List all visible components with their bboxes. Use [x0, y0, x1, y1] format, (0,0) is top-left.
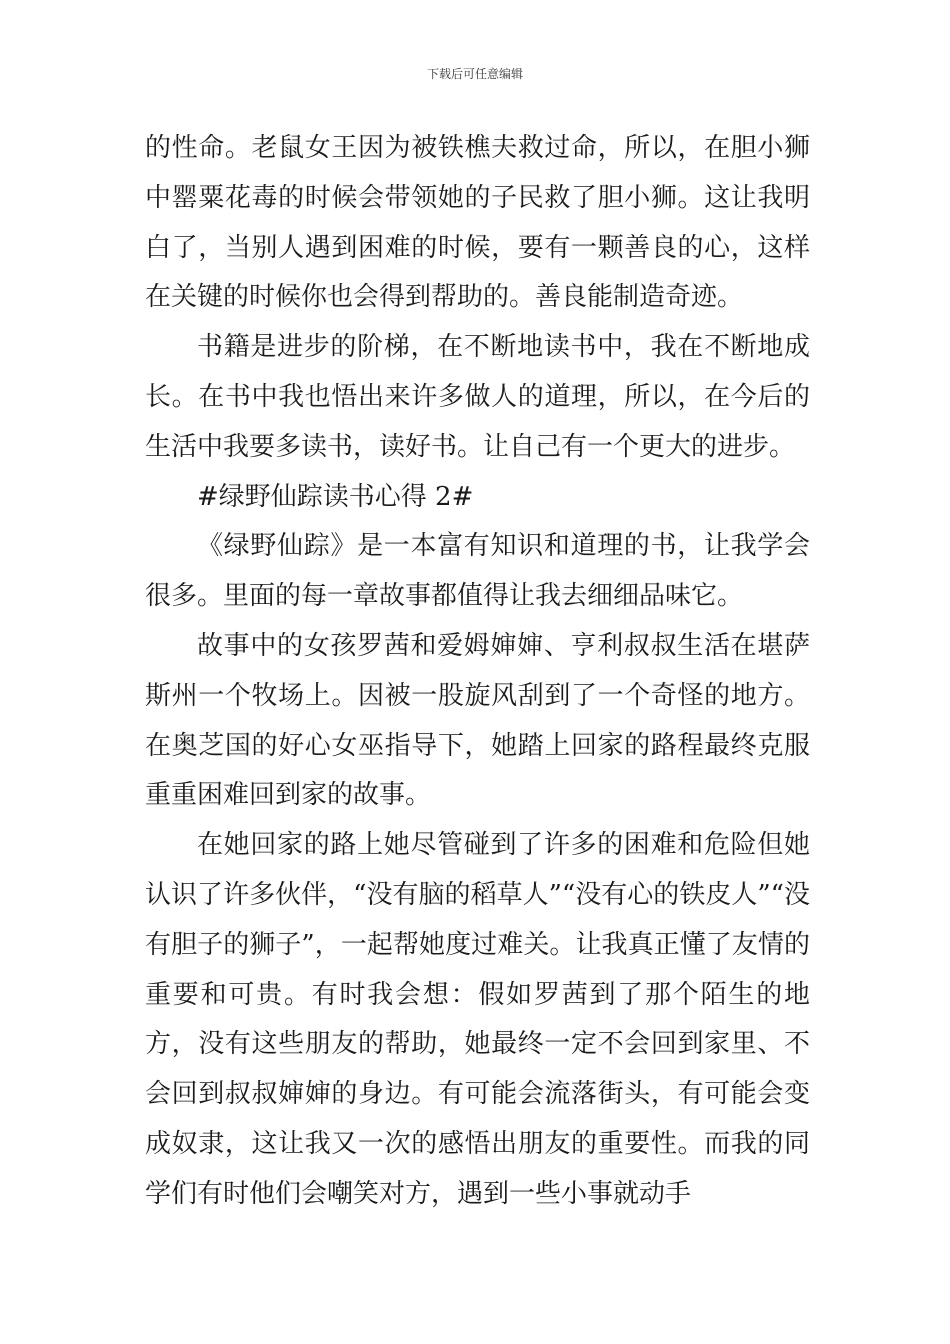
paragraph-3: 《绿野仙踪》是一本富有知识和道理的书，让我学会很多。里面的每一章故事都值得让我去细细品味它。	[145, 531, 810, 612]
paragraph-2: 书籍是进步的阶梯，在不断地读书中，我在不断地成长。在书中我也悟出来许多做人的道理，所以，在今后的生活中我要多读书，读好书。让自己有一个更大的进步。	[145, 332, 810, 462]
section-heading: #绿野仙踪读书心得 2#	[197, 481, 474, 512]
document-body	[145, 124, 810, 1220]
paragraph-5: 在她回家的路上她尽管碰到了许多的困难和危险但她认识了许多伙伴，“没有脑的稻草人”“没有心的铁皮人”“没有胆子的狮子”，一起帮她度过难关。让我真正懂了友情的重要和可贵。有时我会想：假如罗茜到了那个陌生的地方，没有这些朋友的帮助，她最终一定不会回到家里、不会回到叔叔婶婶的身边。有可能会流落街头，有可能会变成奴隶，这让我又一次的感悟出朋友的重要性。而我的同学们有时他们会嘲笑对方，遇到一些小事就动手	[145, 830, 810, 1209]
paragraph-4: 故事中的女孩罗茜和爱姆婶婶、亨利叔叔生活在堪萨斯州一个牧场上。因被一股旋风刮到了一个奇怪的地方。在奥芝国的好心女巫指导下，她踏上回家的路程最终克服重重困难回到家的故事。	[145, 630, 810, 811]
page-header: 下载后可任意编辑	[426, 67, 523, 81]
paragraph-1: 的性命。老鼠女王因为被铁樵夫救过命，所以，在胆小狮中罂粟花毒的时候会带领她的子民救了胆小狮。这让我明白了，当别人遇到困难的时候，要有一颗善良的心，这样在关键的时候你也会得到帮助的。善良能制造奇迹。	[145, 133, 810, 313]
